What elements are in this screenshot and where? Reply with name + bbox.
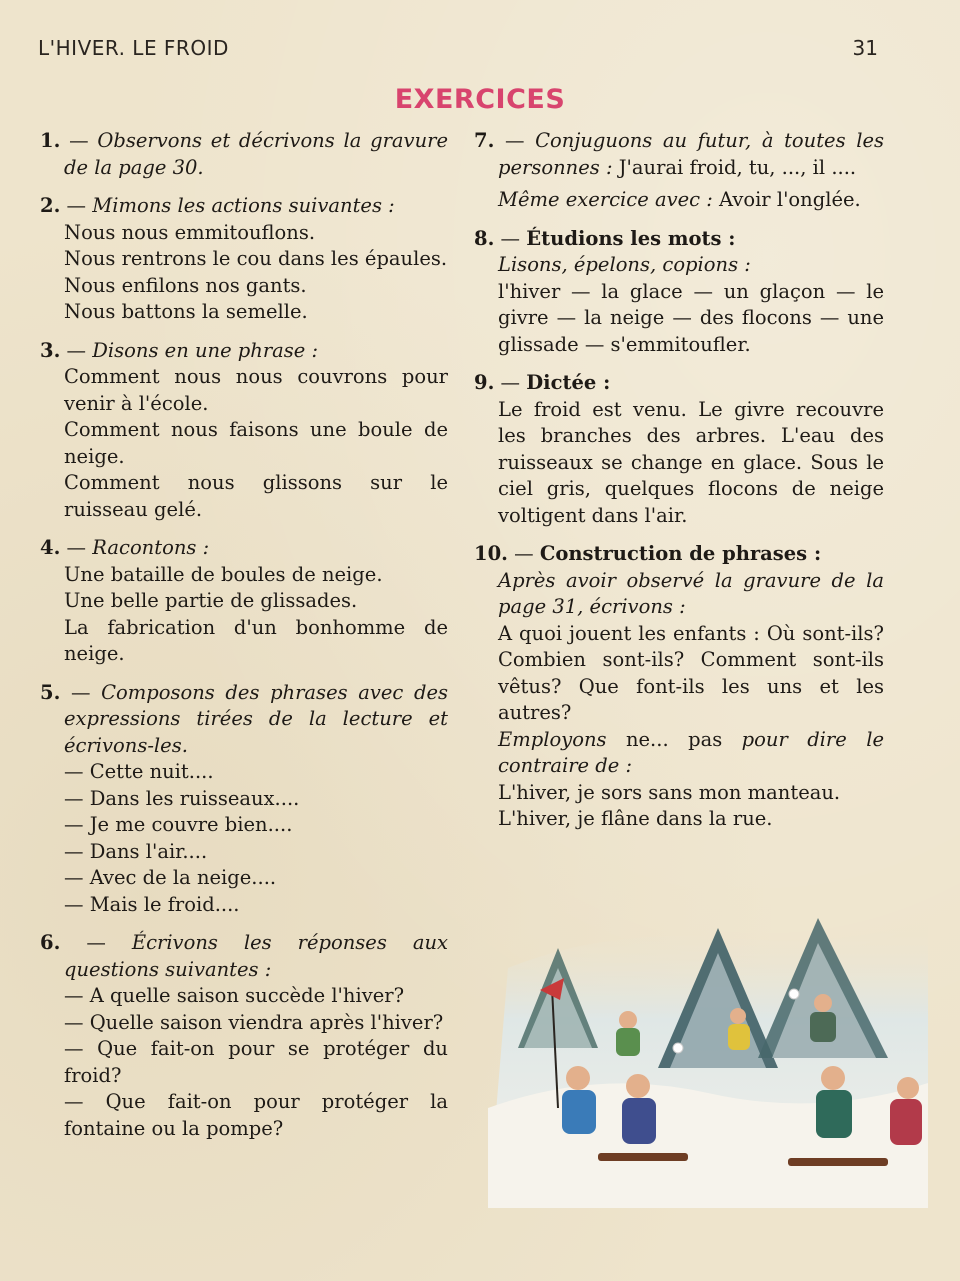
exercise-line: — A quelle saison succède l'hiver?: [64, 984, 405, 1007]
exercise-line: Une belle partie de glissades.: [64, 589, 358, 612]
exercise-number: 6.: [40, 931, 61, 954]
exercise-number: 8.: [474, 226, 495, 250]
exercise-line: — Mais le froid....: [64, 892, 240, 916]
exercise-5: [40, 680, 448, 919]
exercise-line: — Cette nuit....: [64, 760, 214, 783]
dash: —: [494, 129, 536, 152]
exercise-line: L'hiver, je flâne dans la rue.: [498, 807, 773, 830]
exercise-number: 2.: [40, 194, 61, 217]
snow-play-illustration: [488, 908, 928, 1208]
exercise-line: Nous enfilons nos gants.: [64, 273, 307, 297]
exercise-instruction: Après avoir observé la gravure de la page 31, écrivons :: [498, 568, 884, 618]
exercise-number: 4.: [40, 536, 61, 559]
exercise-instruction: Conjuguons au futur, à toutes les personnes :: [498, 129, 884, 179]
exercise-number: 1.: [40, 129, 61, 152]
exercise-heading: Construction de phrases :: [539, 542, 822, 565]
exercise-line: — Quelle saison viendra après l'hiver?: [64, 1010, 444, 1034]
exercise-line: L'hiver, je sors sans mon manteau.: [498, 780, 841, 804]
running-title: L'HIVER. LE FROID: [38, 36, 229, 60]
exercise-9: [474, 370, 884, 529]
exercise-2: [40, 193, 448, 326]
exercise-instruction: Lisons, épelons, copions :: [498, 253, 751, 276]
exercise-text: A quoi jouent les enfants : Où sont-ils? Combien sont-ils? Comment sont-ils vêtus? Que font-ils les uns et les autres?: [498, 621, 884, 724]
dash: —: [60, 680, 102, 704]
page-number: 31: [852, 36, 878, 60]
dash: —: [507, 542, 540, 565]
exercise-7: [474, 128, 884, 214]
exercise-line: Comment nous glissons sur le ruisseau gelé.: [64, 471, 448, 521]
exercise-10: [474, 541, 884, 833]
exercise-line: — Que fait-on pour se protéger du froid?: [64, 1037, 448, 1087]
exercise-text: l'hiver — la glace — un glaçon — le givre — la neige — des flocons — une glissade — s'emmitoufler.: [498, 279, 884, 356]
exercise-number: 10.: [474, 542, 508, 565]
exercise-instruction: Écrivons les réponses aux questions suivantes :: [64, 931, 449, 981]
left-column: [40, 128, 448, 1154]
snowball-shape: [673, 1043, 683, 1053]
exercise-line: La fabrication d'un bonhomme de neige.: [64, 615, 448, 665]
page-title: EXERCICES: [394, 84, 566, 115]
exercise-heading: Dictée :: [526, 371, 611, 394]
exercise-number: 3.: [40, 338, 61, 362]
exercise-8: [474, 226, 884, 359]
exercise-line: — Dans les ruisseaux....: [64, 786, 300, 810]
dash: —: [60, 129, 98, 152]
exercise-line: — Avec de la neige....: [64, 866, 277, 889]
exercise-6: [40, 930, 448, 1142]
exercise-instruction: Composons des phrases avec des expressions tirées de la lecture et écrivons-les.: [64, 680, 448, 757]
exercise-text: Avoir l'onglée.: [712, 188, 861, 211]
exercise-instruction: Observons et décrivons la gravure de la page 30.: [64, 129, 448, 179]
dash: —: [60, 338, 93, 362]
exercise-instruction: Mimons les actions suivantes :: [92, 194, 395, 217]
snow-ground: [488, 1083, 928, 1208]
exercise-4: [40, 535, 448, 668]
dash: —: [494, 226, 527, 250]
exercise-line: — Je me couvre bien....: [64, 813, 293, 836]
exercise-number: 5.: [40, 680, 61, 704]
exercise-line: Comment nous nous couvrons pour venir à l'école.: [64, 365, 448, 415]
exercise-line: Nous nous emmitouflons.: [64, 220, 316, 244]
exercise-instruction: Même exercice avec :: [498, 188, 713, 211]
dictation-text: Le froid est venu. Le givre recouvre les branches des arbres. L'eau des ruisseaux se change en glace. Sous le ciel gris, quelques flocons de neige voltigent dans l'air.: [498, 397, 884, 527]
snowball-shape: [789, 989, 799, 999]
exercise-instruction: Employons: [498, 727, 607, 751]
dash: —: [60, 536, 93, 559]
dash: —: [60, 194, 93, 217]
exercise-instruction: Disons en une phrase :: [92, 338, 319, 362]
right-column: [474, 128, 884, 845]
exercise-line: — Que fait-on pour protéger la fontaine ou la pompe?: [64, 1090, 448, 1140]
exercise-line: Nous rentrons le cou dans les épaules.: [64, 247, 448, 270]
exercise-3: [40, 338, 448, 524]
exercise-line: Comment nous faisons une boule de neige.: [64, 418, 448, 468]
exercise-text: J'aurai froid, tu, ..., il ....: [612, 155, 857, 179]
exercise-line: — Dans l'air....: [64, 839, 208, 863]
exercise-instruction: Racontons :: [92, 536, 210, 559]
exercise-number: 7.: [474, 129, 495, 152]
exercise-line: Une bataille de boules de neige.: [64, 562, 383, 586]
dash: —: [60, 931, 132, 954]
dash: —: [494, 371, 527, 394]
exercise-1: [40, 128, 448, 181]
exercise-line: Nous battons la semelle.: [64, 300, 308, 323]
exercise-heading: Étudions les mots :: [526, 226, 736, 250]
exercise-text: ne... pas: [606, 727, 742, 751]
exercise-instruction: pour dire le contraire de :: [498, 727, 885, 777]
exercise-number: 9.: [474, 371, 495, 394]
